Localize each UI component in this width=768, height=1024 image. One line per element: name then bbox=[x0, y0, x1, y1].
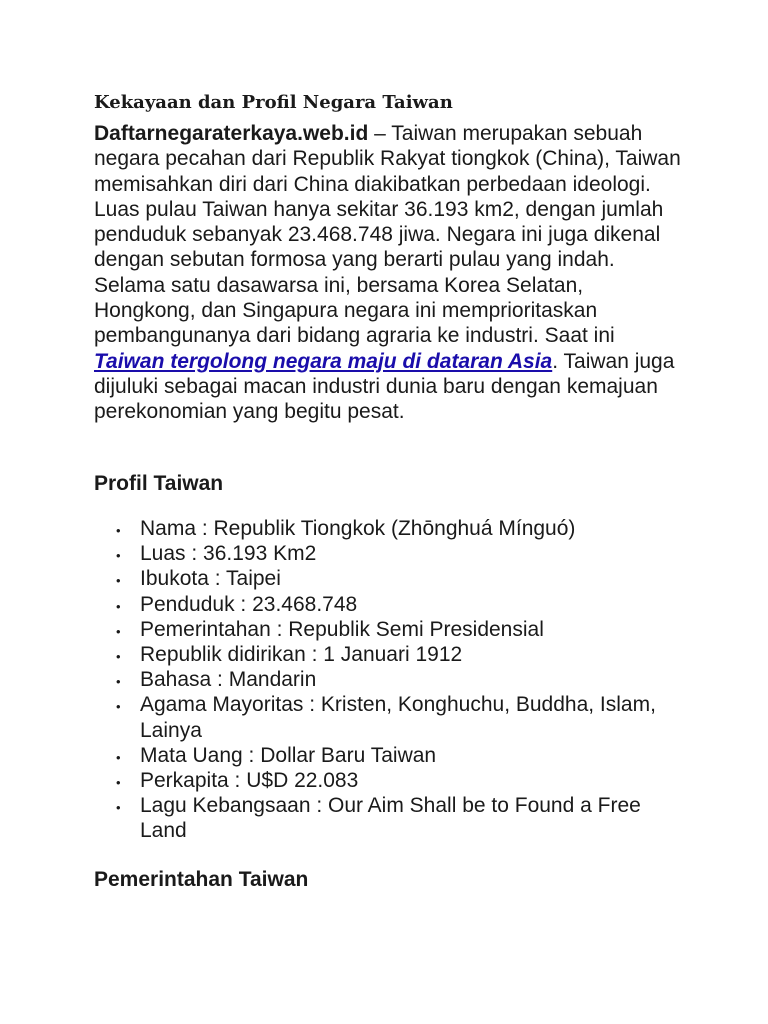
document-title: Kekayaan dan Profil Negara Taiwan bbox=[94, 92, 453, 113]
profil-item-luas: • Luas : 36.193 Km2 bbox=[94, 541, 674, 566]
profil-item-agama: • Agama Mayoritas : Kristen, Konghuchu, Buddha, Islam, Lainya bbox=[94, 692, 674, 742]
intro-paragraph bbox=[94, 121, 684, 425]
profil-item-perkapita: • Perkapita : U$D 22.083 bbox=[94, 768, 674, 793]
profil-heading: Profil Taiwan bbox=[94, 472, 224, 495]
profil-item-bahasa: • Bahasa : Mandarin bbox=[94, 667, 674, 692]
profil-item-penduduk: • Penduduk : 23.468.748 bbox=[94, 592, 674, 617]
profil-item-ibukota: • Ibukota : Taipei bbox=[94, 566, 674, 591]
intro-text-before-link: – Taiwan merupakan sebuah negara pecahan dari Republik Rakyat tiongkok (China), Taiwan memisahkan diri dari China diakibatkan perbedaan ideologi. Luas pulau Taiwan hanya sekitar 36.193 km2, dengan jumlah penduduk sebanyak 23.468.748 jiwa. Negara ini juga dikenal dengan sebutan formosa yang berarti pulau yang indah. Selama satu dasawarsa ini, bersama Korea Selatan, Hongkong, dan Singapura negara ini memprioritaskan pembangunanya dari bidang agraria ke industri. Saat ini bbox=[94, 122, 681, 348]
profil-item-mata-uang: • Mata Uang : Dollar Baru Taiwan bbox=[94, 743, 674, 768]
profil-item-pemerintahan: • Pemerintahan : Republik Semi Presidensial bbox=[94, 617, 674, 642]
site-name: Daftarnegaraterkaya.web.id bbox=[94, 122, 369, 145]
intro-text-after-link: . Taiwan juga dijuluki sebagai macan industri dunia baru dengan kemajuan perekonomian yang begitu pesat. bbox=[94, 349, 675, 424]
profil-item-republik-didirikan: • Republik didirikan : 1 Januari 1912 bbox=[94, 642, 674, 667]
article-link[interactable]: Taiwan tergolong negara maju di dataran Asia bbox=[94, 349, 553, 373]
profil-item-nama: • Nama : Republik Tiongkok (Zhōnghuá Mínguó) bbox=[94, 516, 674, 541]
profil-item-lagu-kebangsaan: • Lagu Kebangsaan : Our Aim Shall be to Found a Free Land bbox=[94, 793, 674, 843]
profil-list bbox=[94, 516, 674, 844]
pemerintahan-heading: Pemerintahan Taiwan bbox=[94, 868, 309, 891]
